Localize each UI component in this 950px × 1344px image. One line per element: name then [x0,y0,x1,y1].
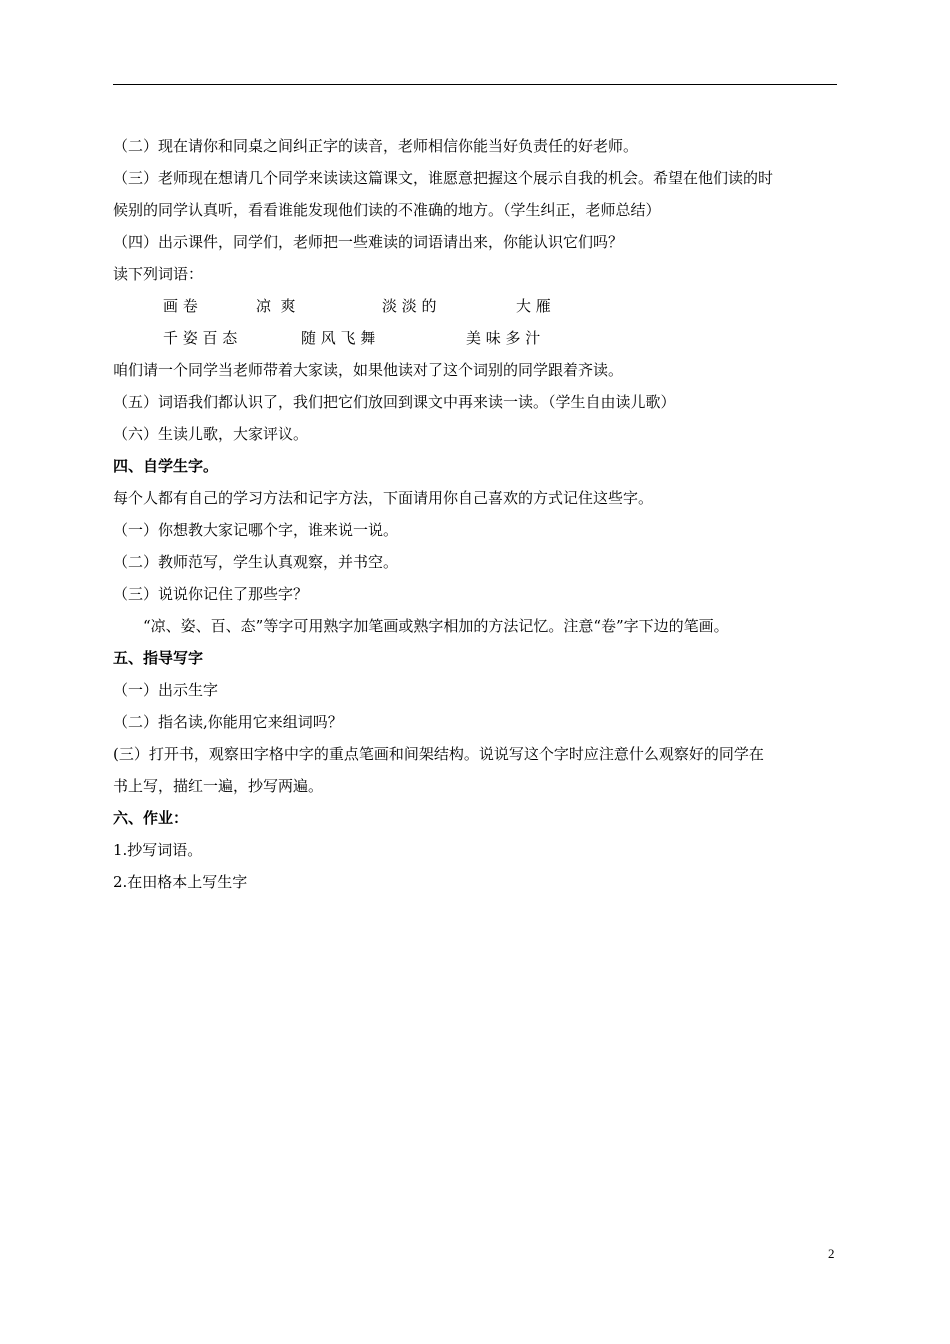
homework-item: 2.在田格本上写生字 [113,873,248,891]
homework-item: 1.抄写词语。 [113,841,203,859]
word-list-row-2 [113,322,843,354]
document-body [113,130,843,898]
paragraph: 读下列词语： [113,265,204,283]
paragraph: （一）你想教大家记哪个字，谁来说一说。 [113,521,399,539]
paragraph: 每个人都有自己的学习方法和记字方法，下面请用你自己喜欢的方式记住这些字。 [113,489,654,507]
word: 大 雁 [516,297,551,315]
paragraph: （三）说说你记住了那些字？ [113,585,309,603]
paragraph: 咱们请一个同学当老师带着大家读，如果他读对了这个词别的同学跟着齐读。 [113,361,624,379]
section-heading-4: 四、自学生字。 [113,457,219,475]
word: 美 味 多 汁 [466,329,541,347]
header-rule [113,84,837,85]
paragraph: (三）打开书，观察田字格中字的重点笔画和间架结构。说说写这个字时应注意什么观察好的同学在 [113,745,764,763]
paragraph: （四）出示课件，同学们，老师把一些难读的词语请出来，你能认识它们吗？ [113,233,624,251]
paragraph: （五）词语我们都认识了，我们把它们放回到课文中再来读一读。（学生自由读儿歌） [113,393,676,411]
word: 千 姿 百 态 [163,329,238,347]
paragraph: 书上写，描红一遍，抄写两遍。 [113,777,324,795]
word: 凉 爽 [256,297,296,315]
section-heading-6: 六、作业： [113,809,189,827]
paragraph: （二）教师范写，学生认真观察，并书空。 [113,553,399,571]
paragraph: （二）现在请你和同桌之间纠正字的读音，老师相信你能当好负责任的好老师。 [113,137,639,155]
section-heading-5: 五、指导写字 [113,649,204,667]
paragraph: （一）出示生字 [113,681,219,699]
word: 淡 淡 的 [382,297,437,315]
page-number: 2 [828,1246,835,1261]
paragraph: （二）指名读,你能用它来组词吗？ [113,713,343,731]
paragraph: “凉、姿、百、态”等字可用熟字加笔画或熟字相加的方法记忆。注意“卷”字下边的笔画。 [143,617,729,635]
word: 随 风 飞 舞 [301,329,376,347]
word: 画 卷 [163,297,198,315]
word-list-row-1 [113,290,843,322]
paragraph: （三）老师现在想请几个同学来读读这篇课文，谁愿意把握这个展示自我的机会。希望在他们读的时 [113,169,774,187]
paragraph: （六）生读儿歌，大家评议。 [113,425,309,443]
paragraph: 候别的同学认真听，看看谁能发现他们读的不准确的地方。（学生纠正，老师总结） [113,201,661,219]
